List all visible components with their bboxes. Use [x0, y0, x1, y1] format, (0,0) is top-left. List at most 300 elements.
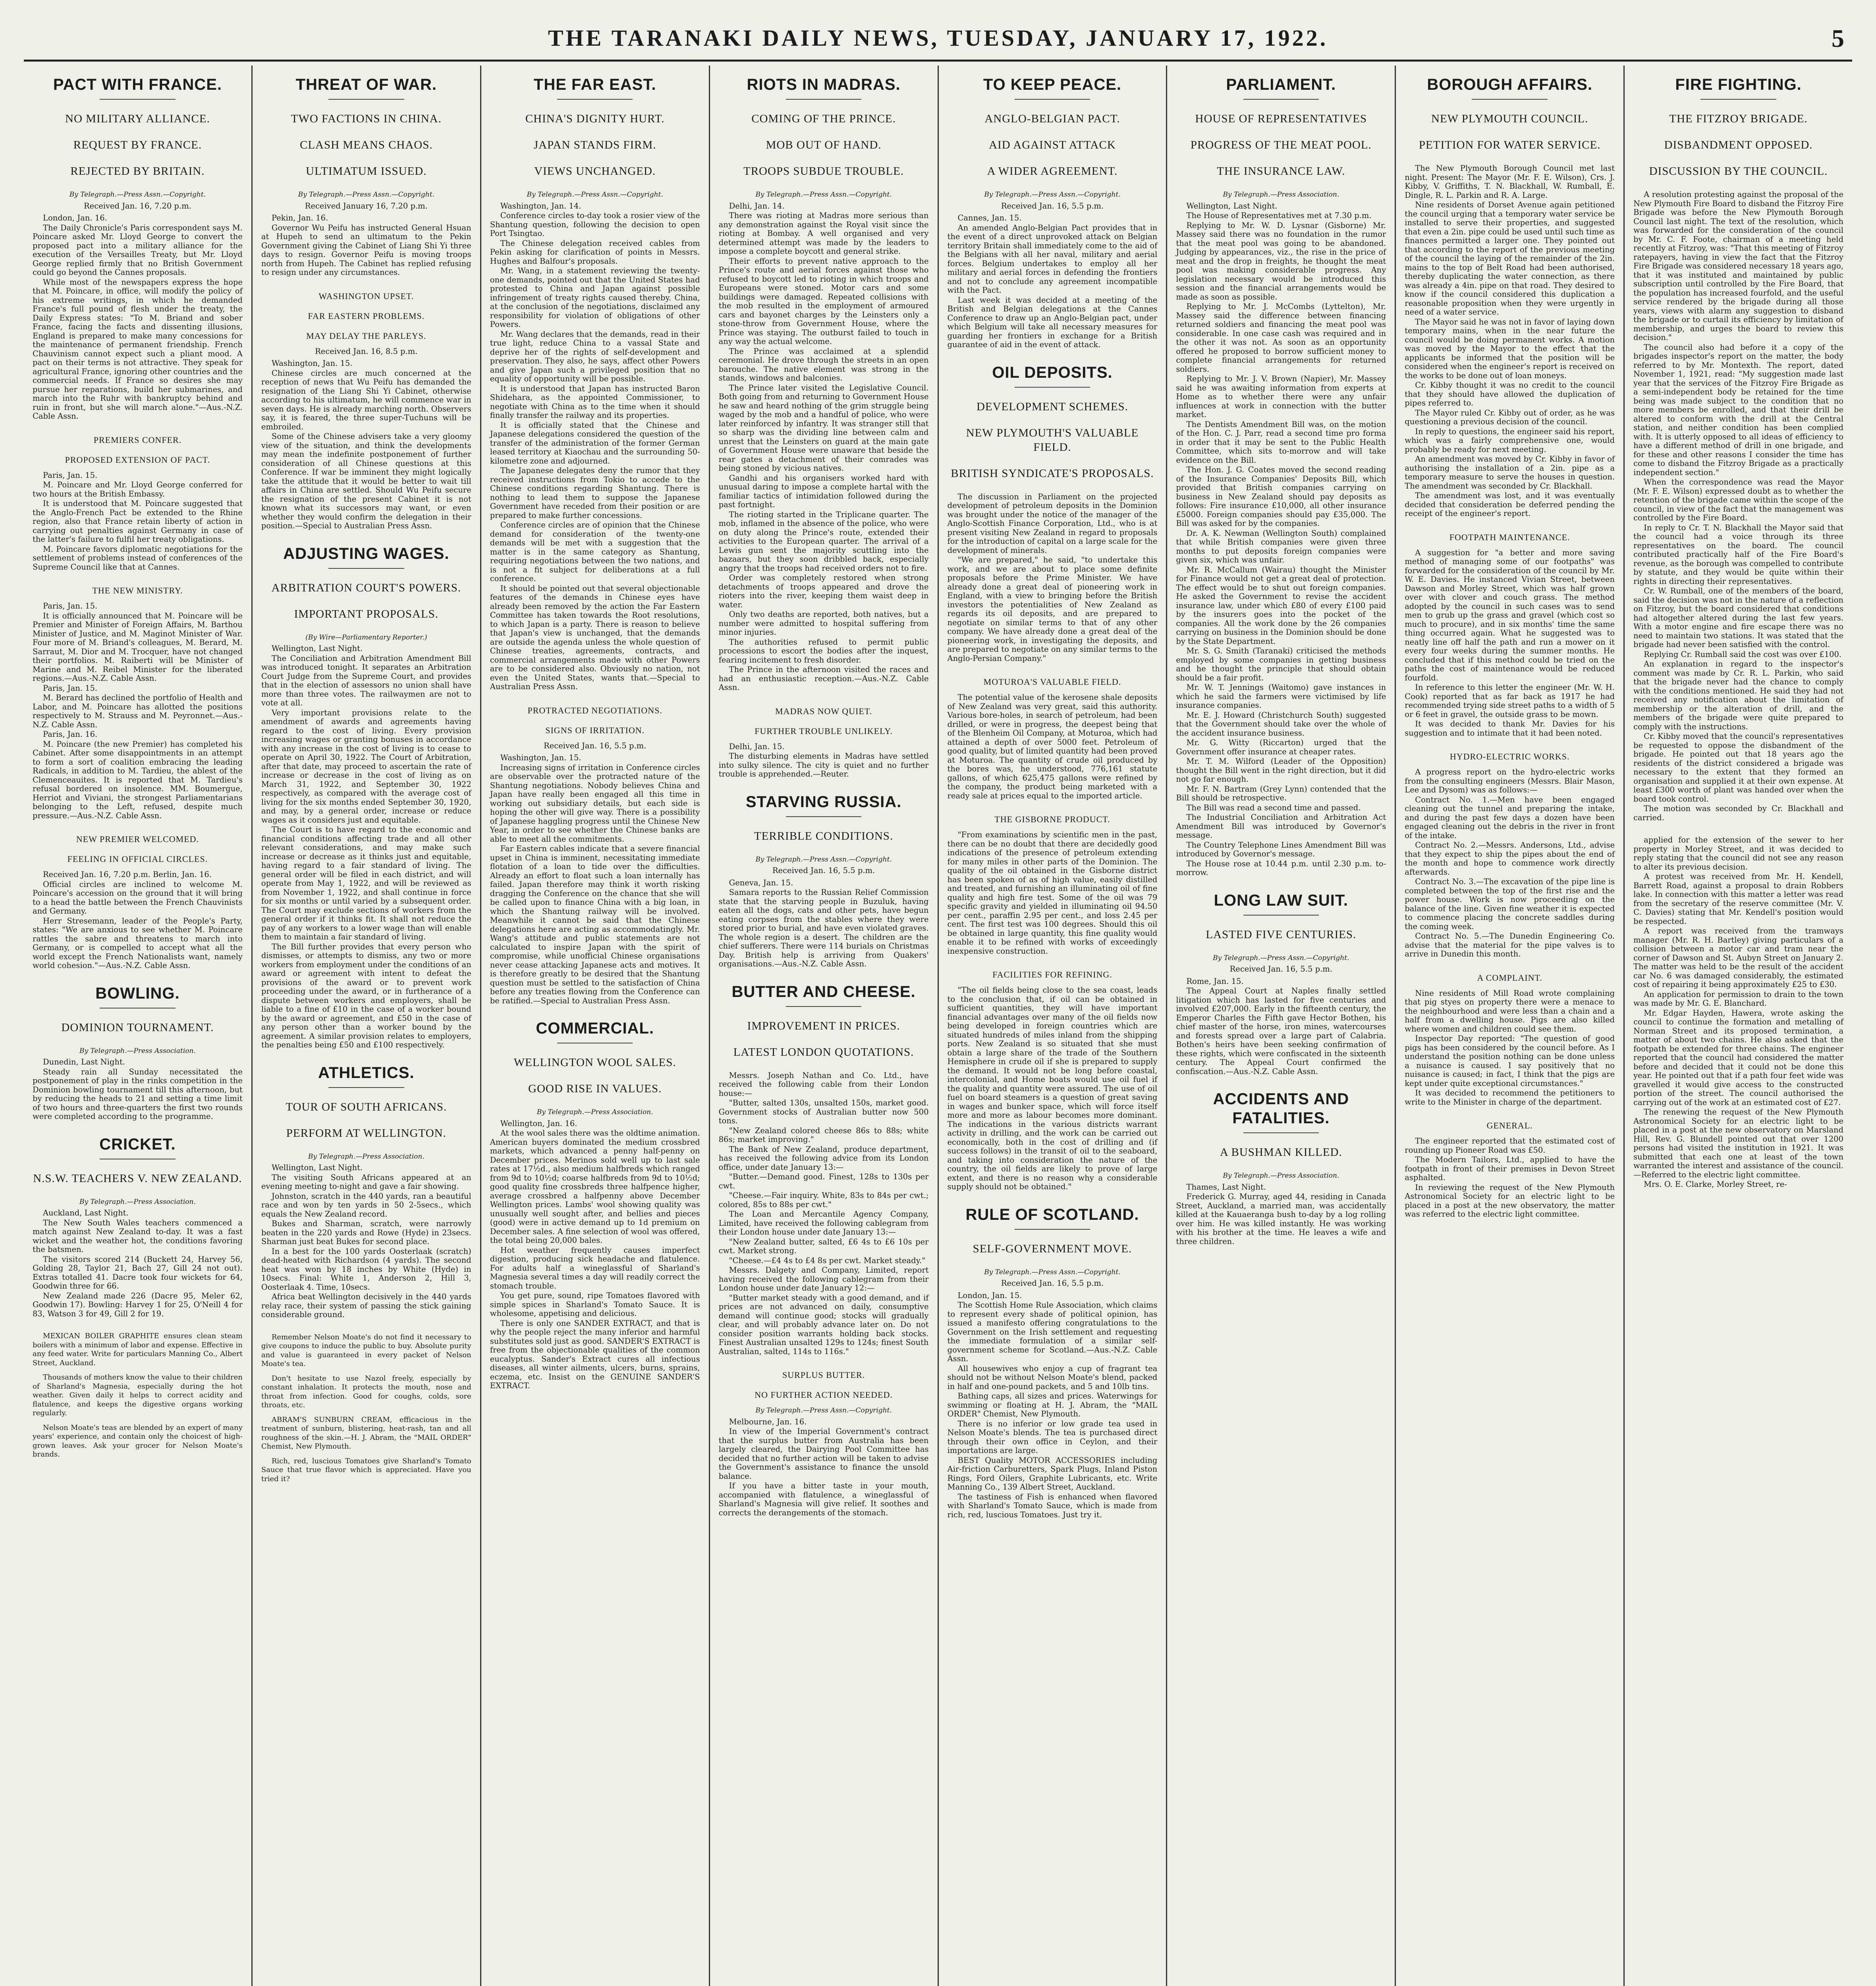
- article-subheading: DISBANDMENT OPPOSED.: [1664, 139, 1813, 151]
- article-paragraph: Mr. R. McCallum (Wairau) thought the Minister for Finance would not get a great deal of protection. The effect would be to shut out foreign companies. He asked the Government to revise the accident insurance law, under which £80 of every £100 paid by the insurers goes into the pocket of the companies. All the work done by the 26 companies carrying on business in the Dominion should be done by the State Department.: [1176, 565, 1386, 646]
- article: [1405, 1120, 1615, 1219]
- article-byline: By Telegraph.—Press Assn.—Copyright.: [1213, 954, 1349, 962]
- article-paragraph: Wellington, Last Night.: [271, 644, 363, 653]
- article: [490, 1019, 700, 1391]
- rule-divider: [328, 99, 404, 100]
- article-subheading: REQUEST BY FRANCE.: [73, 139, 202, 151]
- article: [33, 834, 243, 970]
- article-subheading: VIEWS UNCHANGED.: [534, 165, 656, 178]
- article-paragraph: All housewives who enjoy a cup of fragrant tea should not be without Nelson Moate's blend, packed in half and one-pound packets, and 5 and 10lb tins.: [947, 1364, 1158, 1391]
- article-paragraph: The potential value of the kerosene shale deposits of New Zealand was very great, said this authority. Various bore-holes, in search of petroleum, had been drilled, or were in progress, the deepest being that of the Blenheim Oil Company, at Moturoa, which had attained a depth of over 5000 feet. Petroleum of good quality, but of limited quantity had been proved at Moturoa. The quantity of crude oil produced by the bores was, he understood, 776,161 statute gallons, of which 625,475 gallons were refined by the company, the product being marketed with a ready sale at prices equal to the imported article.: [947, 693, 1158, 800]
- article-headline: COMMERCIAL.: [536, 1020, 654, 1037]
- article-subheading: NEW PLYMOUTH COUNCIL.: [1431, 112, 1588, 125]
- article-subheading: MADRAS NOW QUIET.: [775, 706, 872, 716]
- article-paragraph: It was decided to recommend the petitioners to write to the Minister in charge of the department.: [1405, 1088, 1615, 1107]
- article-byline: By Telegraph.—Press Assn.—Copyright.: [755, 191, 892, 199]
- article-headline: RULE OF SCOTLAND.: [965, 1206, 1139, 1223]
- article: [1633, 836, 1843, 1189]
- article-subheading: MOTUROA'S VALUABLE FIELD.: [983, 677, 1121, 687]
- columns: [24, 66, 1852, 1986]
- article-headline: OIL DEPOSITS.: [992, 363, 1113, 381]
- article-paragraph: It was decided to thank Mr. Davies for his suggestion and to intimate that it had been noted.: [1405, 719, 1615, 738]
- article-subheading: ULTIMATUM ISSUED.: [306, 165, 427, 178]
- article-paragraph: The disturbing elements in Madras have settled into sulky silence. The city is quiet and no further trouble is apprehended.—Reuter.: [718, 752, 929, 779]
- article-paragraph: Received Jan. 16, 7.20 p.m. Berlin, Jan. 16.: [43, 870, 212, 879]
- article-paragraph: Mr. W. T. Jennings (Waitomo) gave instances in which he said the farmers were victimised by life insurance companies.: [1176, 683, 1386, 710]
- article-paragraph: Mr. E. J. Howard (Christchurch South) suggested that the Government should take over the whole of the accident insurance business.: [1176, 710, 1386, 738]
- column-3: [481, 66, 710, 1986]
- article-subheading: GENERAL.: [1486, 1121, 1533, 1130]
- article-headline: THREAT OF WAR.: [295, 76, 437, 93]
- article-dateline: Received Jan. 16, 7.20 p.m.: [84, 201, 191, 211]
- article-dateline: Received Jan. 16, 5.5 p.m.: [1229, 964, 1332, 974]
- article-subheading: THE GISBORNE PRODUCT.: [994, 814, 1110, 824]
- article-subheading: TWO FACTIONS IN CHINA.: [291, 112, 442, 125]
- article-paragraph: "Cheese.—£4 4s to £4 8s per cwt. Market steady.": [729, 1256, 926, 1265]
- article-paragraph: The visiting South Africans appeared at an evening meeting to-night and gave a fair showing.: [261, 1173, 471, 1191]
- article-paragraph: Washington, Jan. 15.: [271, 359, 353, 368]
- article: [1405, 532, 1615, 738]
- article-paragraph: In reply to Cr. T. N. Blackhall the Mayor said that the council had a voice through its three representatives on the board. The council contributed practically half of the Fire Board's revenue, as the borough was compelled to contribute by statute, and they would be quite within their rights in directing their representatives.: [1633, 523, 1843, 586]
- article-paragraph: Mr. G. Witty (Riccarton) urged that the Government offer insurance at cheaper rates.: [1176, 738, 1386, 756]
- article-subheading: FEELING IN OFFICIAL CIRCLES.: [67, 854, 208, 864]
- article-paragraph: Paris, Jan. 15.: [43, 470, 98, 480]
- article-subheading: IMPROVEMENT IN PRICES.: [747, 1019, 900, 1032]
- article-paragraph: It is understood that M. Poincare suggested that the Anglo-French Pact be extended to the Rhine region, also that France retain liberty of action in carrying out penalties against Germany in case of the latter's failure to fulfil her treaty obligations.: [33, 499, 243, 544]
- article-paragraph: Dunedin, Last Night.: [43, 1057, 125, 1066]
- article-paragraph: Nine residents of Mill Road wrote complaining that pig styes on property there were a menace to the neighbourhood and were less than a chain and a half from a dwelling house. Pigs are also killed where women and children could see them.: [1405, 988, 1615, 1034]
- article-paragraph: Cr. Kibby moved that the council's representatives be requested to oppose the disbandment of the brigade. He pointed out that 18 years ago the residents of the district considered a brigade was necessary to the extent that they formed an organisation and supplied it at their own expense. At least £300 worth of plant was handed over when the board took control.: [1633, 732, 1843, 804]
- article-paragraph: In reply to questions, the engineer said his report, which was a fairly comprehensive one, would probably be ready for next meeting.: [1405, 427, 1615, 454]
- article: [948, 1205, 1158, 1520]
- article-subheading: HOUSE OF REPRESENTATIVES: [1195, 112, 1367, 125]
- article-headline: FIRE FIGHTING.: [1675, 76, 1802, 93]
- article-paragraph: "From examinations by scientific men in the past, there can be no doubt that there are decidedly good indications of the presence of petroleum extending for many miles in other parts of the Dominion. The quality of the oil obtained in the Gisborne district has been spoken of as of high value, easily distilled and treated, and furnishing an illuminating oil of fine quality and high fire test. Some of the oil was 79 specific gravity and yielded in illuminating oil 94.50 per cent., paraffin 2.95 per cent., and loss 2.45 per cent. The first test was 100 degrees. Should this oil be obtained in large quantity, this fine quality would enable it to be refined with works of exceedingly inexpensive construction.: [947, 830, 1158, 956]
- article-byline: By Telegraph.—Press Association.: [1223, 1172, 1339, 1180]
- article: [33, 1135, 243, 1319]
- rule-divider: [1700, 99, 1776, 100]
- rule-divider: [1015, 99, 1090, 100]
- article-paragraph: BEST Quality MOTOR ACCESSORIES including Air-friction Carburetters, Spark Plugs, Inland Piston Rings, Ford Oilers, Graphite Lubricants, etc. Write Manning Co., 139 Albert Street, Auckland.: [947, 1455, 1158, 1491]
- article-byline: By Telegraph.—Press Association.: [79, 1198, 196, 1206]
- article-paragraph: "Butter.—Demand good. Finest, 128s to 130s per cwt.: [718, 1172, 929, 1190]
- article-subheading: SIGNS OF IRRITATION.: [545, 725, 645, 735]
- article-paragraph: Mr. F. N. Bartram (Grey Lynn) contended that the Bill should be retrospective.: [1176, 784, 1386, 802]
- article-paragraph: Inspector Day reported: "The question of good pigs has been considered by the council before. As I understand the position nothing can be done unless a nuisance is caused. I say positively that no nuisance is caused; in fact, I think that the pigs are kept under quite exceptional circumstances.": [1405, 1034, 1615, 1088]
- article-dateline: Received Jan. 16, 5.5 p.m.: [1001, 201, 1104, 211]
- article: [490, 75, 700, 692]
- article-subheading: WELLINGTON WOOL SALES.: [513, 1056, 676, 1069]
- article-paragraph: Samara reports to the Russian Relief Commission state that the starving people in Buzuluk, having eaten all the dogs, cats and other pets, have begun eating corpses from the stables where they were stored prior to burial, and have even violated graves. The whole region is a desert. The children are the chief sufferers. There were 114 burials on Christmas Day. British help is arriving from Quakers' organisations.—Aus.-N.Z. Cable Assn.: [718, 888, 929, 968]
- article-paragraph: Washington, Jan. 15.: [500, 753, 581, 762]
- article-paragraph: The Industrial Conciliation and Arbitration Act Amendment Bill was introduced by Governor's message.: [1176, 813, 1386, 840]
- rule-divider: [328, 568, 404, 569]
- article-paragraph: Hot weather frequently causes imperfect digestion, producing sick headache and flatulence. For adults half a wineglassful of Sharland's Magnesia several times a day will readily correct the stomach trouble.: [490, 1245, 700, 1291]
- article: [33, 585, 243, 820]
- article-subheading: CHINA'S DIGNITY HURT.: [525, 112, 665, 125]
- article-subheading: THE INSURANCE LAW.: [1217, 165, 1345, 178]
- rule-divider: [557, 99, 633, 100]
- article: [1405, 751, 1615, 959]
- article-paragraph: Geneva, Jan. 15.: [729, 878, 793, 887]
- article-paragraph: "Butter market steady with a good demand, and if prices are not advanced on daily, consumptive demand will continue good; stocks will gradually clear, and will probably advance later on. Do not consider position warrants holding back stocks. Finest Australian unsalted 129s to 124s; finest South Australian, salted, 114s to 116s.": [718, 1293, 929, 1356]
- article-paragraph: The Prince in the afternoon visited the races and had an enthusiastic reception.—Aus.-N.Z. Cable Assn.: [718, 665, 929, 692]
- article-subheading: PREMIERS CONFER.: [93, 435, 182, 445]
- article-headline: PACT WITH FRANCE.: [53, 76, 222, 93]
- article-subheading: THE NEW MINISTRY.: [92, 585, 183, 595]
- article-byline: By Telegraph.—Press Assn.—Copyright.: [298, 191, 434, 199]
- article-paragraph: Messrs. Joseph Nathan and Co. Ltd., have received the following cable from their London house:—: [718, 1070, 929, 1098]
- article-paragraph: Nine residents of Dorset Avenue again petitioned the council urging that a temporary water service be installed to serve their properties, and suggested that even a 2in. pipe could be used until such time as finances permitted a larger one. They pointed out that according to the report of the previous meeting of the council the laying of the remainder of the 2in. mains to the top of Belt Road had been authorised, thereby duplicating the water connection, as there was already a 4in. pipe on that road. They desired to know if the council considered this duplication a reasonable proposition when they were urgently in need of a water service.: [1405, 200, 1615, 317]
- masthead-title: THE TARANAKI DAILY NEWS, TUESDAY, JANUARY 17, 1922.: [548, 25, 1328, 51]
- article-paragraph: Mr. Wang, in a statement reviewing the twenty-one demands, pointed out that the United States had protested to China and Japan against possible infringement of treaty rights caused thereby. China, at the conclusion of the negotiations, disclaimed any responsibility for violation of obligations of other Powers.: [490, 266, 700, 329]
- article-subheading: NO MILITARY ALLIANCE.: [65, 112, 210, 125]
- article-paragraph: The Bill was read a second time and passed.: [1186, 803, 1361, 812]
- article-subheading: REJECTED BY BRITAIN.: [70, 165, 205, 178]
- article-paragraph: Paris, Jan. 15.: [43, 683, 98, 693]
- article-paragraph: "New Zealand butter, salted, £6 4s to £6 10s per cwt. Market strong.: [718, 1237, 929, 1255]
- article: [33, 1332, 243, 1459]
- article-paragraph: M. Poincare favors diplomatic negotiations for the settlement of problems instead of conferences of the Supreme Council like that at Cannes.: [33, 544, 243, 572]
- article-paragraph: Replying to Mr. J. McCombs (Lyttelton), Mr. Massey said the difference between financing returned soldiers and financing the meat pool was considerable. In one case cash was required and in the other it was not. As soon as an opportunity offered he proposed to borrow sufficient money to complete financial arrangements for returned soldiers.: [1176, 302, 1386, 374]
- article: [33, 984, 243, 1121]
- article-byline: By Telegraph.—Press Assn.—Copyright.: [755, 855, 892, 864]
- article: [261, 75, 471, 277]
- article-paragraph: The Chinese delegation received cables from Pekin asking for clarification of points in Messrs. Hughes and Balfour's proposals.: [490, 238, 700, 266]
- article-subheading: NO FURTHER ACTION NEEDED.: [755, 1390, 893, 1400]
- article-paragraph: London, Jan. 16.: [43, 213, 107, 222]
- article-paragraph: When the correspondence was read the Mayor (Mr. F. E. Wilson) expressed doubt as to whether the retention of the brigade came within the scope of the council, in view of the fact that the management was controlled by the Fire Board.: [1633, 477, 1843, 522]
- article-dateline: Received Jan. 16, 8.5 p.m.: [315, 346, 418, 356]
- rule-divider: [100, 99, 175, 100]
- column-4: [710, 66, 939, 1986]
- article-paragraph: Frederick G. Murray, aged 44, residing in Canada Street, Auckland, a married man, was accidentally killed at the Kauaeranga bush to-day by a log rolling over him. He was killed instantly. He was working with his brother at the time. He leaves a wife and three children.: [1176, 1192, 1386, 1246]
- rule-divider: [1472, 99, 1547, 100]
- article-paragraph: "New Zealand colored cheese 86s to 88s; white 86s; market improving.": [718, 1126, 929, 1144]
- article-paragraph: The Dentists Amendment Bill was, on the motion of the Hon. C. J. Parr, read a second time pro forma in order that it may be sent to the Public Health Committee, which sits to-morrow and will take evidence on the Bill.: [1176, 419, 1386, 465]
- advertisement: Remember Nelson Moate's do not find it necessary to give coupons to induce the public to buy. Absolute purity and value is guaranteed in every packet of Nelson Moate's tea.: [261, 1333, 471, 1368]
- article-byline: By Telegraph.—Press Assn.—Copyright.: [755, 1406, 892, 1414]
- column-5: [939, 66, 1168, 1986]
- advertisement: ABRAM'S SUNBURN CREAM, efficacious in the treatment of sunburn, blistering, heat-rash, tan and all roughness of the skin.—H. J. Abram, the "MAIL ORDER" Chemist, New Plymouth.: [261, 1415, 471, 1451]
- article-paragraph: The Modern Tailors, Ltd., applied to have the footpath in front of their premises in Devon Street asphalted.: [1405, 1155, 1615, 1182]
- article-paragraph: Delhi, Jan. 15.: [729, 742, 785, 751]
- article-headline: BOWLING.: [95, 984, 180, 1002]
- article-subheading: WASHINGTON UPSET.: [318, 291, 414, 301]
- article-headline: RIOTS IN MADRAS.: [747, 76, 901, 93]
- article-paragraph: There was rioting at Madras more serious than any demonstration against the Royal visit since the rioting at Bombay. A well organised and very determined attempt was made by the leaders to impose a complete boycott and general strike.: [718, 211, 929, 256]
- article: [1176, 75, 1386, 877]
- article-byline: By Telegraph.—Press Assn.—Copyright.: [69, 191, 206, 199]
- column-1: [24, 66, 253, 1986]
- article: [33, 435, 243, 572]
- article-subheading: GOOD RISE IN VALUES.: [528, 1082, 662, 1095]
- article-subheading: TROOPS SUBDUE TROUBLE.: [743, 165, 904, 178]
- article-paragraph: Cr. W. Rumball, one of the members of the board, said the decision was not in the nature of a reflection on Fitzroy, but the board considered that conditions had altogether altered during the last few years. With a motor engine and fire escape there was no need to maintain two stations. It was stated that the brigade had never been satisfied with the control.: [1633, 586, 1843, 649]
- column-2: [253, 66, 481, 1986]
- article-headline: BOROUGH AFFAIRS.: [1427, 76, 1593, 93]
- article-headline: BUTTER AND CHEESE.: [731, 983, 916, 1001]
- article-headline: PARLIAMENT.: [1226, 76, 1336, 93]
- page-number: 5: [1832, 24, 1844, 52]
- article-paragraph: The House of Representatives met at 7.30 p.m.: [1186, 211, 1372, 220]
- article-paragraph: Steady rain all Sunday necessitated the postponement of play in the rinks competition in the Dominion bowling tournament till this afternoon, but by reducing the heads to 21 and setting a time limit of two hours and three-quarters the first two rounds were completed according to the programme.: [33, 1067, 243, 1121]
- article-subheading: DEVELOPMENT SCHEMES.: [976, 400, 1128, 413]
- article-paragraph: The Japanese delegates deny the rumor that they received instructions from Tokio to accede to the Chinese conditions regarding Shantung. There is nothing to lead them to suppose the Japanese Government have receded from their position or are prepared to make further concessions.: [490, 466, 700, 520]
- article-paragraph: The Daily Chronicle's Paris correspondent says M. Poincare asked Mr. Lloyd George to convert the proposed pact into a military alliance for the execution of the Versailles Treaty, but Mr. Lloyd George replied firmly that no British Government could go beyond the Cannes proposals.: [33, 223, 243, 277]
- article-paragraph: The renewing the request of the New Plymouth Astronomical Society for an electric light to be placed in a post at the new observatory on Marsland Hill, Rev. G. Blundell pointed out that over 1200 persons had visited the institution in 1921. It was submitted that each one at least of the town warranted the interest and assistance of the council.—Referred to the electric light committee.: [1633, 1107, 1843, 1179]
- article-paragraph: Replying to Mr. W. D. Lysnar (Gisborne) Mr. Massey said there was no foundation in the rumor that the meat pool was going to be abandoned. Judging by appearances, viz., the rise in the price of meat and the drop in freights, he thought the meat pool was making considerable progress. Any legislation necessary would be introduced this session and the financial arrangements would be made as soon as possible.: [1176, 220, 1386, 301]
- article-paragraph: Order was completely restored when strong detachments of troops appeared and drove the rioters into the river, keeping them waist deep in water.: [718, 573, 929, 609]
- article-paragraph: Mr. S. G. Smith (Taranaki) criticised the methods employed by some companies in getting business and he thought the principle that should obtain should be a fair profit.: [1176, 646, 1386, 682]
- article-paragraph: Far Eastern cables indicate that a severe financial upset in China is imminent, necessitating immediate flotation of a loan to tide over the difficulties. Already an effort to float such a loan internally has failed. Japan therefore may think it worth risking dragging the Conference on the chance that she will be called upon to finance China with a big loan, in which the Shantung railway will be involved. Meanwhile it cannot be said that the Chinese delegations here are acting as accommodatingly. Mr. Wang's attitude and public statements are not calculated to inspire Japan with the spirit of compromise, while unofficial Chinese organisations never cease attacking Japanese acts and motives. It is therefore greatly to be desired that the Shantung question must be settled to the satisfaction of China before any treaties flowing from the Conference can be ratified.—Special to Australian Press Assn.: [490, 844, 700, 1005]
- article-paragraph: In reference to this letter the engineer (Mr. W. H. Cook) reported that as far back as 1917 he had recommended trying side street paths to a width of 5 or 6 feet in gravel, the outside grass to be mown.: [1405, 683, 1615, 719]
- article-paragraph: In view of the Imperial Government's contract that the surplus butter from Australia has been largely cleared, the Dairying Pool Committee has decided that no further action will be taken to advise the Government's assistance to finance the unsold balance.: [718, 1427, 929, 1481]
- article-paragraph: At the wool sales there was the oldtime animation. American buyers dominated the medium crossbred markets, which advanced a penny half-penny on December prices. Merinos sold well up to last sale rates at 17½d., also medium halfbreds which ranged from 9d to 10½d; coarse halfbreds from 9d to 10½d; good quality fine crossbreds three halfpence higher, average crossbred a halfpenny above December Wellington prices. Lambs' wool showing quality was unusually well sought after, and bellies and pieces (good) were in active demand up to 1d premium on December sales. A fine selection of wool was offered, the total being 20,000 bales.: [490, 1128, 700, 1245]
- article-subheading: PERFORM AT WELLINGTON.: [286, 1126, 446, 1140]
- article-paragraph: The Conciliation and Arbitration Amendment Bill was introduced tonight. It separates an Arbitration Court Judge from the Supreme Court, and provides that in the election of assessors no union shall have more than three votes. The railwaymen are not to vote at all.: [261, 653, 471, 707]
- article: [948, 814, 1158, 956]
- rule-divider: [786, 816, 861, 817]
- article-paragraph: "The oil fields being close to the sea coast, leads to the conclusion that, if oil can be obtained in sufficient quantities, they will have important financial advantages over many of the oil fields now being developed in foreign countries which are situated hundreds of miles inland from the shipping ports. New Zealand is so situated that she must obtain a large share of the trade of the Southern Hemisphere in crude oil if she is prepared to supply the demand. It would not be long before coastal, intercolonial, and Home boats would use oil fuel if the quality and quantity were assured. The use of oil fuel on board steamers is a question of great saving in wages and bunker space, which will force itself more and more as labour becomes more dominant. The indications in the various districts warrant activity in drilling, and the work can be carried out economically, both in the cost of drilling and (if success follows) in the transit of oil to the seaboard, and taking into consideration the nature of the country, the oil fields are likely to prove of large extent, and there is no reason why a considerable supply should not be obtained.": [947, 985, 1158, 1191]
- article-paragraph: The Mayor said he was not in favor of laying down temporary mains, when in the near future the council would be doing permanent works. A motion was moved by the Mayor to the effect that the applicants be informed that the position will be considered when the engineer's report is received on the works to be done out of loan moneys.: [1405, 317, 1615, 380]
- article: [719, 792, 929, 969]
- advertisement: Thousands of mothers know the value to their children of Sharland's Magnesia, especially during the hot weather. Given daily it helps to correct acidity and flatulence, and keeps the digestive organs working regularly.: [33, 1373, 243, 1417]
- article-subheading: A COMPLAINT.: [1477, 972, 1542, 983]
- article-paragraph: Contract No. 1.—Men have been engaged cleaning out the tunnel and preparing the intake, and during the past few days a dozen have been engaged cleaning out the debris in the river in front of the intake.: [1405, 795, 1615, 840]
- article-paragraph: The rioting started in the Triplicane quarter. The mob, inflamed in the absence of the police, who were on duty along the Prince's route, extended their activities to the European quarter. The arrival of a Lewis gun sent the majority scuttling into the bazaars, but they soon dribbled back, especially angry that the troops had received orders not to fire.: [718, 510, 929, 573]
- article-subheading: SELF-GOVERNMENT MOVE.: [973, 1242, 1132, 1255]
- article-paragraph: M. Berard has declined the portfolio of Health and Labor, and M. Poincare has allotted the positions respectively to M. Strauss and M. Peyronnet.—Aus.-N.Z. Cable Assn.: [33, 693, 243, 729]
- article-subheading: A WIDER AGREEMENT.: [987, 165, 1118, 178]
- article-paragraph: A progress report on the hydro-electric works from the consulting engineers (Messrs. Blair Mason, Lee and Dysom) was as follows:—: [1405, 767, 1615, 794]
- article-headline: LONG LAW SUIT.: [1214, 891, 1349, 909]
- article-subheading: TOUR OF SOUTH AFRICANS.: [286, 1100, 447, 1113]
- article-subheading: THE FITZROY BRIGADE.: [1669, 112, 1808, 125]
- article-paragraph: Johnston, scratch in the 440 yards, ran a beautiful race and won by ten yards in 50 2-5secs., which equals the New Zealand record.: [261, 1191, 471, 1219]
- article-dateline: Received January 16, 7.20 p.m.: [305, 201, 428, 211]
- article-paragraph: Cannes, Jan. 15.: [957, 213, 1022, 222]
- article-paragraph: An amendment was moved by Cr. Kibby in favor of authorising the installation of a 2in. pipe as a temporary measure to serve the houses in question. The amendment was seconded by Cr. Blackhall.: [1405, 454, 1615, 491]
- article-byline: By Telegraph.—Press Assn.—Copyright.: [984, 1268, 1121, 1276]
- article-paragraph: A resolution protesting against the proposal of the New Plymouth Fire Board to disband the Fitzroy Fire Brigade was before the New Plymouth Borough Council last night. The text of the resolution, which was forwarded for the consideration of the council by Mr. C. F. Foote, chairman of a meeting held recently at Fitzroy, was: "That this meeting of Fitzroy ratepayers, having in view the fact that the Fitzroy Fire Brigade was considered necessary 18 years ago, that it was instituted and maintained by public subscription until controlled by the Fire Board, that the population has increased fourfold, and the useful service rendered by the brigade during all those years, views with alarm any suggestion to disband the brigade or to curtail its efficiency by limitation of membership, and urges the board to review this decision.": [1633, 190, 1843, 342]
- article-paragraph: The House rose at 10.44 p.m. until 2.30 p.m. to-morrow.: [1176, 859, 1386, 877]
- article-paragraph: Mr. T. M. Wilford (Leader of the Opposition) thought the Bill went in the right direction, but it did not go far enough.: [1176, 757, 1386, 784]
- article-paragraph: Only two deaths are reported, both natives, but a number were admitted to hospital suffering from minor injuries.: [718, 610, 929, 637]
- article-byline: By Telegraph.—Press Association.: [79, 1047, 196, 1055]
- article-paragraph: Cr. Kibby thought it was no credit to the council that they should have allowed the duplication of pipes referred to.: [1405, 381, 1615, 408]
- article: [948, 969, 1158, 1192]
- article: [719, 1370, 929, 1517]
- article-subheading: LASTED FIVE CENTURIES.: [1206, 928, 1357, 941]
- rule-divider: [1243, 915, 1319, 916]
- article-subheading: ANGLO-BELGIAN PACT.: [984, 112, 1120, 125]
- article-paragraph: Auckland, Last Night.: [43, 1208, 129, 1217]
- article-paragraph: Africa beat Wellington decisively in the 440 yards relay race, their system of passing the stick gaining considerable ground.: [261, 1292, 471, 1319]
- article-subheading: FOOTPATH MAINTENANCE.: [1449, 532, 1570, 542]
- article-headline: STARVING RUSSIA.: [745, 793, 902, 811]
- article-byline: By Telegraph.—Press Assn.—Copyright.: [984, 191, 1121, 199]
- article-paragraph: Their efforts to prevent native approach to the Prince's route and aerial forces against those who refused to boycott led to rioting in which troops and Europeans were stoned. Motor cars and some buildings were damaged. Repeated collisions with the mob resulted in the employment of armoured cars and bayonet charges by the Leinsters only a stone-throw from Government House, where the Prince was staying. The outburst failed to touch in any way the actual welcome.: [718, 256, 929, 346]
- article: [1176, 891, 1386, 1076]
- article-paragraph: Bathing caps, all sizes and prices. Waterwings for swimming or floating at H. J. Abram, the "MAIL ORDER" Chemist, New Plymouth.: [947, 1391, 1158, 1418]
- article-subheading: LATEST LONDON QUOTATIONS.: [733, 1045, 914, 1059]
- column-8: [1625, 66, 1852, 1986]
- article-byline: (By Wire—Parliamentary Reporter.): [305, 633, 427, 641]
- article: [719, 706, 929, 779]
- article-paragraph: The Prince was acclaimed at a splendid ceremonial. He drove through the streets in an open barouche. The native element was strong in the stands, windows and balconies.: [718, 346, 929, 383]
- article-headline: TO KEEP PEACE.: [983, 76, 1122, 93]
- article-paragraph: It is officially stated that the Chinese and Japanese delegations considered the question of the transfer of the administration of the former German leased territory at Kiaochau and the surrounding 50-kilometre zone and adjourned.: [490, 420, 700, 466]
- article-paragraph: New Zealand made 226 (Dacre 95, Meler 62, Goodwin 17). Bowling: Harvey 1 for 25, O'Neill 4 for 83, Watson 3 for 49, Gill 2 for 19.: [33, 1291, 243, 1318]
- article-dateline: Received Jan. 16, 5.5 p.m.: [1001, 1279, 1104, 1288]
- article-paragraph: It should be pointed out that several objectionable features of the demands in Chinese eyes have already been removed by the action the Far Eastern Committee has taken towards the Root resolutions, to which Japan is a party. There is reason to believe that Japan's view is unchanged, that the demands are outside the agenda unless the whole question of Chinese treaties, agreements, contracts, and commercial arrangements made with other Powers are to be considered also. Obviously no nation, not even the United States, wants that.—Special to Australian Press Assn.: [490, 583, 700, 691]
- article-paragraph: Gandhi and his organisers worked hard with unusual daring to impose a complete hartal with the familiar tactics of intimidation followed during the past fortnight.: [718, 473, 929, 509]
- rule-divider: [1015, 387, 1090, 388]
- article-subheading: ARBITRATION COURT'S POWERS.: [271, 581, 461, 594]
- article-paragraph: A report was received from the tramways manager (Mr. R. H. Bartley) giving particulars of a collision between a motor car and tram near the corner of Dawson and St. Aubyn Street on January 2. The matter was held to be the result of the accident car No. 6 was damaged considerably, the estimated cost of repairing it being approximately £25 to £30.: [1633, 926, 1843, 989]
- article-paragraph: Mrs. O. E. Clarke, Morley Street, re-: [1644, 1180, 1787, 1189]
- article-paragraph: Mr. Wang declares that the demands, read in their true light, reduce China to a vassal State and deprive her of the rights of self-development and preservation. They also, he says, affect other Powers and give Japan such a privileged position that no equality of opportunity will be possible.: [490, 329, 700, 383]
- article: [33, 75, 243, 421]
- advertisement: Don't hesitate to use Nazol freely, especially by constant inhalation. It protects the mouth, nose and throat from infection. Good for coughs, colds, sore throats, etc.: [261, 1374, 471, 1409]
- article-paragraph: The motion was seconded by Cr. Blackhall and carried.: [1633, 804, 1843, 822]
- article-subheading: NEW PLYMOUTH'S VALUABLE FIELD.: [966, 426, 1139, 454]
- article-paragraph: applied for the extension of the sewer to her property in Morley Street, and it was decided to reply stating that the council did not see any reason to alter its previous decision.: [1633, 835, 1843, 871]
- article-paragraph: Mr. Edgar Hayden, Hawera, wrote asking the council to continue the formation and metalling of Norman Street and its proposed termination, a matter of about two chains. He also asked that the footpath be extended for three chains. The engineer reported that the council had considered the matter before and decided that it could not be done this year. He pointed out that if a path four feet wide was gravelled it would give access to the constructed portion of the street. The council authorised the carrying out of the work at an estimated cost of £27.: [1633, 1008, 1843, 1107]
- article-paragraph: Paris, Jan. 15.: [43, 601, 98, 610]
- article-paragraph: If you have a bitter taste in your mouth, accompanied with flatulence, a wineglassful of Sharland's Magnesia will give relief. It soothes and corrects the derangements of the stomach.: [718, 1481, 929, 1517]
- article-paragraph: Chinese circles are much concerned at the reception of news that Wu Peifu has demanded the resignation of the Liang Shi Yi Cabinet, otherwise according to his ultimatum, he will commence war in seven days. He is already marching north. Observers say, it is feared, the three super-Tuchuns will be embroiled.: [261, 368, 471, 431]
- article: [261, 1333, 471, 1484]
- article-paragraph: "We are prepared," he said, "to undertake this work, and we are about to place some definite proposals before the Prime Minister. We have already done a great deal of pioneering work in England, with a view to bringing before the British investors the potentialities of New Zealand as regards its oil deposits, and are prepared to negotiate on similar terms to that of any other company. We have already done a great deal of the pioneering work, in investigating the deposits, and are prepared to negotiate on any similar terms to the Anglo-Persian Company.": [947, 555, 1158, 663]
- article-subheading: DOMINION TOURNAMENT.: [61, 1021, 214, 1034]
- article-paragraph: It is officially announced that M. Poincare will be Premier and Minister of Foreign Affairs, M. Barthou Minister of Justice, and M. Maginot Minister of War. Four more of M. Briand's colleagues, M. Berard, M. Sarraut, M. Dior and M. Trocquer, have not changed their portfolios. M. Raiberti will be Minister of Marine and M. Reibel Minister for the liberated regions.—Aus.-N.Z. Cable Assn.: [33, 611, 243, 683]
- article-paragraph: Contract No. 3.—The excavation of the pipe line is completed between the top of the first rise and the power house. Work is now proceeding on the balance of the line. Given fine weather it is expected to commence placing the concrete saddles during the coming week.: [1405, 877, 1615, 931]
- article: [719, 982, 929, 1356]
- article-subheading: AID AGAINST ATTACK: [989, 139, 1116, 151]
- article-headline: THE FAR EAST.: [533, 76, 656, 93]
- article: [1405, 75, 1615, 518]
- article-paragraph: Delhi, Jan. 14.: [729, 201, 785, 211]
- article-subheading: TERRIBLE CONDITIONS.: [754, 829, 894, 842]
- article-subheading: PROTRACTED NEGOTIATIONS.: [527, 705, 662, 715]
- article-subheading: COMING OF THE PRINCE.: [751, 112, 896, 125]
- article-paragraph: London, Jan. 15.: [957, 1291, 1022, 1300]
- article-paragraph: The Country Telephone Lines Amendment Bill was introduced by Governor's message.: [1176, 840, 1386, 858]
- article-subheading: BRITISH SYNDICATE'S PROPOSALS.: [951, 467, 1154, 480]
- article-headline: ATHLETICS.: [318, 1064, 415, 1082]
- article: [1405, 972, 1615, 1107]
- rule-divider: [1015, 1229, 1090, 1230]
- article-paragraph: The engineer reported that the estimated cost of rounding up Pioneer Road was £50.: [1405, 1136, 1615, 1155]
- article-paragraph: Wellington, Last Night.: [1186, 201, 1278, 211]
- article-paragraph: Increasing signs of irritation in Conference circles are observable over the protracted nature of the Shantung negotiations. Nobody believes China and Japan have really been engaged all this time in working out subsidiary details, but each side is hoping the other will give way. There is a possibility of Japanese haggling progress until the Chinese New Year, in order to see whether the Chinese banks are able to meet all the commitments.: [490, 763, 700, 844]
- article-paragraph: Herr Stresemann, leader of the People's Party, states: "We are anxious to see whether M. Poincare rattles the sabre and threatens to march into Germany, or is compelled to accept what all the world except the French Nationalists want, namely world cohesion."—Aus.-N.Z. Cable Assn.: [33, 916, 243, 970]
- article-subheading: FAR EASTERN PROBLEMS.: [308, 311, 425, 321]
- article-paragraph: The tastiness of Fish is enhanced when flavored with Sharland's Tomato Sauce, which is made from rich, red, luscious Tomatoes. Just try it.: [947, 1492, 1158, 1519]
- article: [261, 544, 471, 1050]
- article-paragraph: It is understood that Japan has instructed Baron Shidehara, as the appointed Commissioner, to negotiate with China as to the time when it should finally transfer the railway and its properties.: [490, 384, 700, 420]
- article-paragraph: Replying to Mr. J. V. Brown (Napier), Mr. Massey said he was awaiting information from experts at Home as to whether there were any unfair influences at work in connection with the butter market.: [1176, 374, 1386, 419]
- article-paragraph: The discussion in Parliament on the projected development of petroleum deposits in the Dominion was brought under the notice of the manager of the Anglo-Scottish Finance Corporation, Ltd., who is at present visiting New Zealand in regard to proposals for the introduction of capital on a large scale for the development of minerals.: [947, 492, 1158, 555]
- rule-divider: [786, 99, 861, 100]
- rule-divider: [1243, 99, 1319, 100]
- advertisement: Nelson Moate's teas are blended by an expert of many years' experience, and contain only the choicest of high-grown leaves. Ask your grocer for Nelson Moate's brands.: [33, 1423, 243, 1459]
- article-subheading: SURPLUS BUTTER.: [782, 1370, 865, 1380]
- advertisement: Rich, red, luscious Tomatoes give Sharland's Tomato Sauce that true flavor which is appreciated. Have you tried it?: [261, 1457, 471, 1483]
- article: [948, 75, 1158, 350]
- article: [1176, 1090, 1386, 1246]
- article-paragraph: Bukes and Sharman, scratch, were narrowly beaten in the 220 yards and Rowe (Hyde) in 23secs. Sharman just beat Bukes for second place.: [261, 1219, 471, 1246]
- article-paragraph: "Cheese.—Fair inquiry. White, 83s to 84s per cwt.; colored, 85s to 88s per cwt.": [718, 1191, 929, 1209]
- article-paragraph: Wellington, Last Night.: [271, 1163, 363, 1172]
- article-paragraph: The New Plymouth Borough Council met last night. Present: The Mayor (Mr. F. E. Wilson), Crs. J. Kibby, V. Griffiths, T. N. Blackhall, W. Rumball, E. Dingle, R. L. Parkin and R. A. Large.: [1405, 164, 1615, 200]
- rule-divider: [1243, 1132, 1319, 1133]
- article-paragraph: The Bill further provides that every person who dismisses, or attempts to dismiss, any two or more workers from employment under the conditions of an award or agreement with intent to defeat the provisions of the award or to prevent work proceeding under the award, or in furtherance of a dispute between workers and employers, shall be liable to a fine of £10 in the case of a worker bound by the award or agreement, and £50 in the case of any person other than a worker bound by the agreement. A similar provision relates to employers, the penalties being £50 and £100 respectively.: [261, 942, 471, 1049]
- article-headline: CRICKET.: [99, 1135, 176, 1153]
- article-paragraph: The council also had before it a copy of the brigades inspector's report on the matter, the body referred to by Mr. Montexth. The report, dated November 1, 1921, read: "My suggestion made last year that the services of the Fitzroy Fire Brigade as a semi-independent body be retained for the time being was made subject to the condition that no more members be enrolled, and that their drill be altered to conform with the drill at the Central station, and neither condition has been complied with. It is utterly opposed to all ideas of efficiency to have a different method of drill in one brigade, and for these and other reasons I consider the time has come to disband the Fitzroy Brigade as a practically independent section.": [1633, 342, 1843, 477]
- article-paragraph: An explanation in regard to the inspector's comment was made by Cr. R. L. Parkin, who said that the brigade never had the chance to comply with the conditions mentioned. He said they had not received any notification about the limitation of membership or the alteration of drill, and the members of the brigade were quite prepared to comply with the instructions.: [1633, 659, 1843, 731]
- article-paragraph: Replying Cr. Rumball said the cost was over £100.: [1644, 649, 1842, 659]
- article-paragraph: Some of the Chinese advisers take a very gloomy view of the situation, and think the developments may mean the indefinite postponement of further consideration of all Chinese questions at this Conference. If war be imminent they might logically take the attitude that it would be better to wait till affairs in China are settled. Should Wu Peifu secure the resignation of the present Cabinet it is not known what its successors may want, or even whether they would confirm the delegation in their position.—Special to Australian Press Assn.: [261, 432, 471, 530]
- article: [1633, 75, 1843, 822]
- article-subheading: FACILITIES FOR REFINING.: [992, 970, 1112, 979]
- article-paragraph: Last week it was decided at a meeting of the British and Belgian delegations at the Cannes Conference to draw up an Anglo-Belgian pact, under which Belgium will take all necessary measures for guarding her frontiers in exchange for a British guarantee of aid in the event of attack.: [947, 295, 1158, 349]
- article: [490, 705, 700, 1006]
- article-byline: By Telegraph.—Press Assn.—Copyright.: [527, 191, 663, 199]
- article-paragraph: Official circles are inclined to welcome M. Poincare's accession on the ground that it will bring to a head the battle between the French Chauvinists and Germany.: [33, 879, 243, 916]
- article-paragraph: Melbourne, Jan. 16.: [729, 1417, 807, 1426]
- article-subheading: PROPOSED EXTENSION OF PACT.: [65, 454, 210, 465]
- article-subheading: FURTHER TROUBLE UNLIKELY.: [755, 726, 893, 736]
- article-paragraph: The Court is to have regard to the economic and financial conditions affecting trade and all other relevant considerations, and may make such increase or decrease as it thinks just and equitable, having regard to a fair standard of living. The general order will be filed in each district, and will operate from May 1, 1922, and will be reviewed as from November 1, 1922, and shall continue in force for six months or until varied by a subsequent order. The Court may exclude sections of workers from the general order if it thinks fit. It shall not reduce the pay of any workers to a lower wage than will enable them to maintain a fair standard of living.: [261, 825, 471, 941]
- article-paragraph: Pekin, Jan. 16.: [271, 213, 328, 222]
- article-subheading: NEW PREMIER WELCOMED.: [76, 834, 199, 844]
- article-paragraph: M. Poincare and Mr. Lloyd George conferred for two hours at the British Embassy.: [33, 480, 243, 498]
- article-paragraph: Governor Wu Peifu has instructed General Hsuan at Hupeh to send an ultimatum to the Pekin Government giving the Cabinet of Liang Shi Yi three days to resign. Governor Peifu is moving troops north from Hupeh. The Cabinet has replied refusing to resign under any circumstances.: [261, 223, 471, 277]
- article-paragraph: The Mayor ruled Cr. Kibby out of order, as he was questioning a previous decision of the council.: [1405, 408, 1615, 426]
- article-subheading: IMPORTANT PROPOSALS.: [294, 607, 439, 620]
- article-subheading: A BUSHMAN KILLED.: [1220, 1146, 1342, 1159]
- article-paragraph: An amended Anglo-Belgian Pact provides that in the event of a direct unprovoked attack on Belgian territory Britain shall immediately come to the aid of the Belgians with all her naval, military and aerial forces. Belgium undertakes to employ all her military and aerial forces in defending the frontiers and not to conclude any agreement incompatible with the Pact.: [947, 223, 1158, 295]
- article-paragraph: Messrs. Dalgety and Company, Limited, report having received the following cablegram from their London house under date January 12:—: [718, 1265, 929, 1292]
- article-paragraph: Contract No. 2.—Messrs. Andersons, Ltd., advise that they expect to ship the pipes about the end of the month and hope to commence work directly afterwards.: [1405, 840, 1615, 877]
- article-paragraph: There is only one SANDER EXTRACT, and that is why the people reject the many inferior and harmful substitutes sold just as good. SANDER'S EXTRACT is free from the objectionable qualities of the common eucalyptus. Sander's Extract cures all infectious diseases, all winter ailments, ulcers, burns, sprains, eczema, etc. Insist on the GENUINE SANDER'S EXTRACT.: [490, 1318, 700, 1390]
- rule-divider: [328, 1087, 404, 1088]
- article-paragraph: Conference circles to-day took a rosier view of the Shantung question, following the decision to open Port Tsingtao.: [490, 211, 700, 238]
- article-paragraph: You get pure, sound, ripe Tomatoes flavored with simple spices in Sharland's Tomato Sauce. It is wholesome, appetising and delicious.: [490, 1291, 700, 1318]
- rule-divider: [786, 1006, 861, 1007]
- masthead: [24, 16, 1852, 62]
- article-paragraph: Paris, Jan. 16.: [43, 730, 98, 739]
- article-paragraph: A suggestion for "a better and more saving method of managing some of our footpaths" was forwarded for the consideration of the council by Mr. W. E. Davies. He instanced Vivian Street, between Dawson and Morley Street, which was half grown over with clover and couch grass. The method adopted by the council in such cases was to send men to grub up the grass and gravel (which cost so much to procure), and in six months' time the same thing occurred again. What he suggested was to neatly line off half the path and run a mower on it every four weeks during the summer months. He concluded that if this method could be tried on the paths the cost of maintenance would be reduced fourfold.: [1405, 548, 1615, 682]
- article-paragraph: An application for permission to drain to the town was made by Mr. G. E. Blanchard.: [1633, 989, 1843, 1008]
- article-paragraph: A protest was received from Mr. H. Kendell, Barrett Road, against a proposal to drain Robbers lake. In connection with this matter a letter was read from the secretary of the reserve committee (Mr. V. C. Davies) stating that Mr. Kendell's position would be respected.: [1633, 872, 1843, 926]
- article-subheading: JAPAN STANDS FIRM.: [533, 139, 656, 151]
- article: [948, 676, 1158, 800]
- article-paragraph: While most of the newspapers express the hope that M. Poincare, in office, will modify the policy of his extreme writings, in which he demanded France's full pound of flesh under the treaty, the Daily Express states: "To M. Briand and sober France, facing the facts and dissenting illusions, England is prepared to make many concessions for the maintenance of permanent friendship. French Chauvinism cannot expect such a pliant mood. A pact on their terms is not attractive. They speak for agricultural France, ignoring other countries and the commercial needs. If France so desires she may pursue her reparations, build her submarines, and march into the Ruhr with bankruptcy behind and ruin in front, but she will march alone."—Aus.-N.Z. Cable Assn.: [33, 277, 243, 421]
- article-paragraph: Dr. A. K. Newman (Wellington South) complained that while British companies were given three months to put deposits foreign companies were given six, which was unfair.: [1176, 528, 1386, 564]
- article-paragraph: There is no inferior or low grade tea used in Nelson Moate's blends. The tea is purchased direct through their own office in Ceylon, and their importations are large.: [947, 1419, 1158, 1455]
- article-headline: ACCIDENTS AND FATALITIES.: [1213, 1090, 1349, 1127]
- column-7: [1396, 66, 1625, 1986]
- article-dateline: Received Jan. 16, 5.5 p.m.: [544, 741, 647, 750]
- article-paragraph: The amendment was lost, and it was eventually decided that consideration be deferred pending the receipt of the engineer's report.: [1405, 491, 1615, 518]
- article-paragraph: Contract No. 5.—The Dunedin Engineering Co. advise that the material for the pipe valves is to arrive in Dunedin this month.: [1405, 931, 1615, 958]
- article-byline: By Telegraph.—Press Association.: [1223, 191, 1339, 199]
- article-paragraph: In reviewing the request of the New Plymouth Astronomical Society for an electric light to be placed in a post at the new observatory, the matter was referred to the electric light committee.: [1405, 1182, 1615, 1219]
